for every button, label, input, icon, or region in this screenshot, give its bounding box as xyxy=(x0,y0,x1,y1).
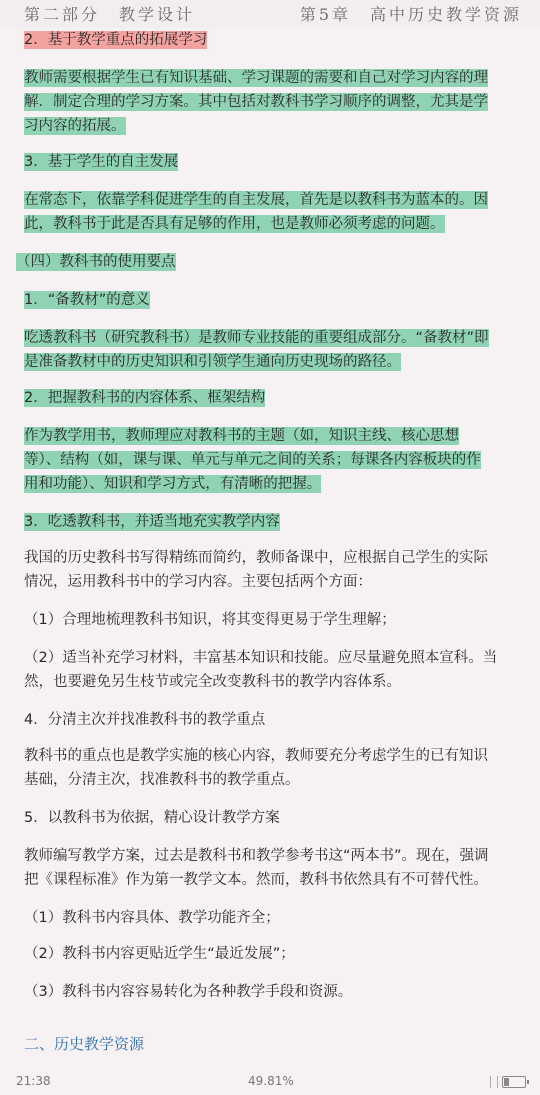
status-footer xyxy=(0,1070,540,1095)
reading-progress: 49.81% xyxy=(248,1074,294,1088)
running-header xyxy=(0,0,540,28)
battery-icon xyxy=(502,1076,526,1088)
list-item: （2）适当补充学习材料，丰富基本知识和技能。应尽量避免照本宣科。当 xyxy=(24,650,498,666)
paragraph-line: 用和功能）、知识和学习方式，有清晰的把握。 xyxy=(24,476,322,492)
paragraph-line: 情况，运用教科书中的学习内容。主要包括两个方面： xyxy=(24,574,372,590)
list-item: （1）教科书内容具体、教学功能齐全； xyxy=(24,910,280,926)
paragraph-line: 我国的历史教科书写得精练而简约，教师备课中，应根据自己学生的实际 xyxy=(24,550,488,566)
paragraph-line: 在常态下，依靠学科促进学生的自主发展，首先是以教科书为蓝本的。因 xyxy=(24,192,488,208)
subheading-2b: 2．把握教科书的内容体系、框架结构 xyxy=(24,390,266,406)
paragraph-line: 解．制定合理的学习方案。其中包括对教科书学习顺序的调整，尤其是学 xyxy=(24,94,488,110)
subheading-3b: 3．吃透教科书，并适当地充实教学内容 xyxy=(24,514,280,530)
paragraph-line: 吃透教科书（研究教科书）是教师专业技能的重要组成部分。“备教材”即 xyxy=(24,330,489,346)
header-left-text: 第二部分 教学设计 xyxy=(24,5,196,24)
subheading-3: 3．基于学生的自主发展 xyxy=(24,154,179,170)
paragraph-line: 教师需要根据学生已有知识基础、学习课题的需要和自己对学习内容的理 xyxy=(24,70,488,86)
paragraph-line: 此，教科书于此是否具有足够的作用，也是教师必须考虑的问题。 xyxy=(24,216,445,232)
subheading-4: 4．分清主次并找准教科书的教学重点 xyxy=(24,712,266,728)
paragraph-line: 教科书的重点也是教学实施的核心内容，教师要充分考虑学生的已有知识 xyxy=(24,748,488,764)
subheading-2: 2．基于教学重点的拓展学习 xyxy=(24,32,208,48)
paragraph-line: 习内容的拓展。 xyxy=(24,118,126,134)
header-right-text: 第5章 高中历史教学资源 xyxy=(299,5,522,24)
paragraph-line: 教师编写教学方案，过去是教科书和教学参考书这“两本书”。现在，强调 xyxy=(24,848,489,864)
clock-text: 21:38 xyxy=(16,1074,51,1088)
paragraph-line: 等）、结构（如，课与课、单元与单元之间的关系；每课各内容板块的作 xyxy=(24,452,481,468)
paragraph-line: 作为教学用书，教师理应对教科书的主题（如，知识主线、核心思想 xyxy=(24,428,459,444)
section-title: 二、历史教学资源 xyxy=(24,1035,145,1053)
list-item: 然，也要避免另生枝节或完全改变教科书的教学内容体系。 xyxy=(24,674,401,690)
list-item: （2）教科书内容更贴近学生“最近发展”； xyxy=(24,946,295,962)
section-heading-4: （四）教科书的使用要点 xyxy=(16,254,176,270)
paragraph-line: 基础，分清主次，找准教科书的教学重点。 xyxy=(24,772,300,788)
paragraph-line: 是准备教材中的历史知识和引领学生通向历史现场的路径。 xyxy=(24,354,401,370)
grip-icon xyxy=(490,1076,498,1088)
paragraph-line: 把《课程标准》作为第一教学文本。然而，教科书依然具有不可替代性。 xyxy=(24,872,488,888)
list-item: （3）教科书内容容易转化为各种教学手段和资源。 xyxy=(24,984,353,1000)
list-item: （1）合理地梳理教科书知识，将其变得更易于学生理解； xyxy=(24,612,396,628)
subheading-5: 5．以教科书为依据，精心设计教学方案 xyxy=(24,810,280,826)
subheading-1: 1．“备教材”的意义 xyxy=(24,292,150,308)
